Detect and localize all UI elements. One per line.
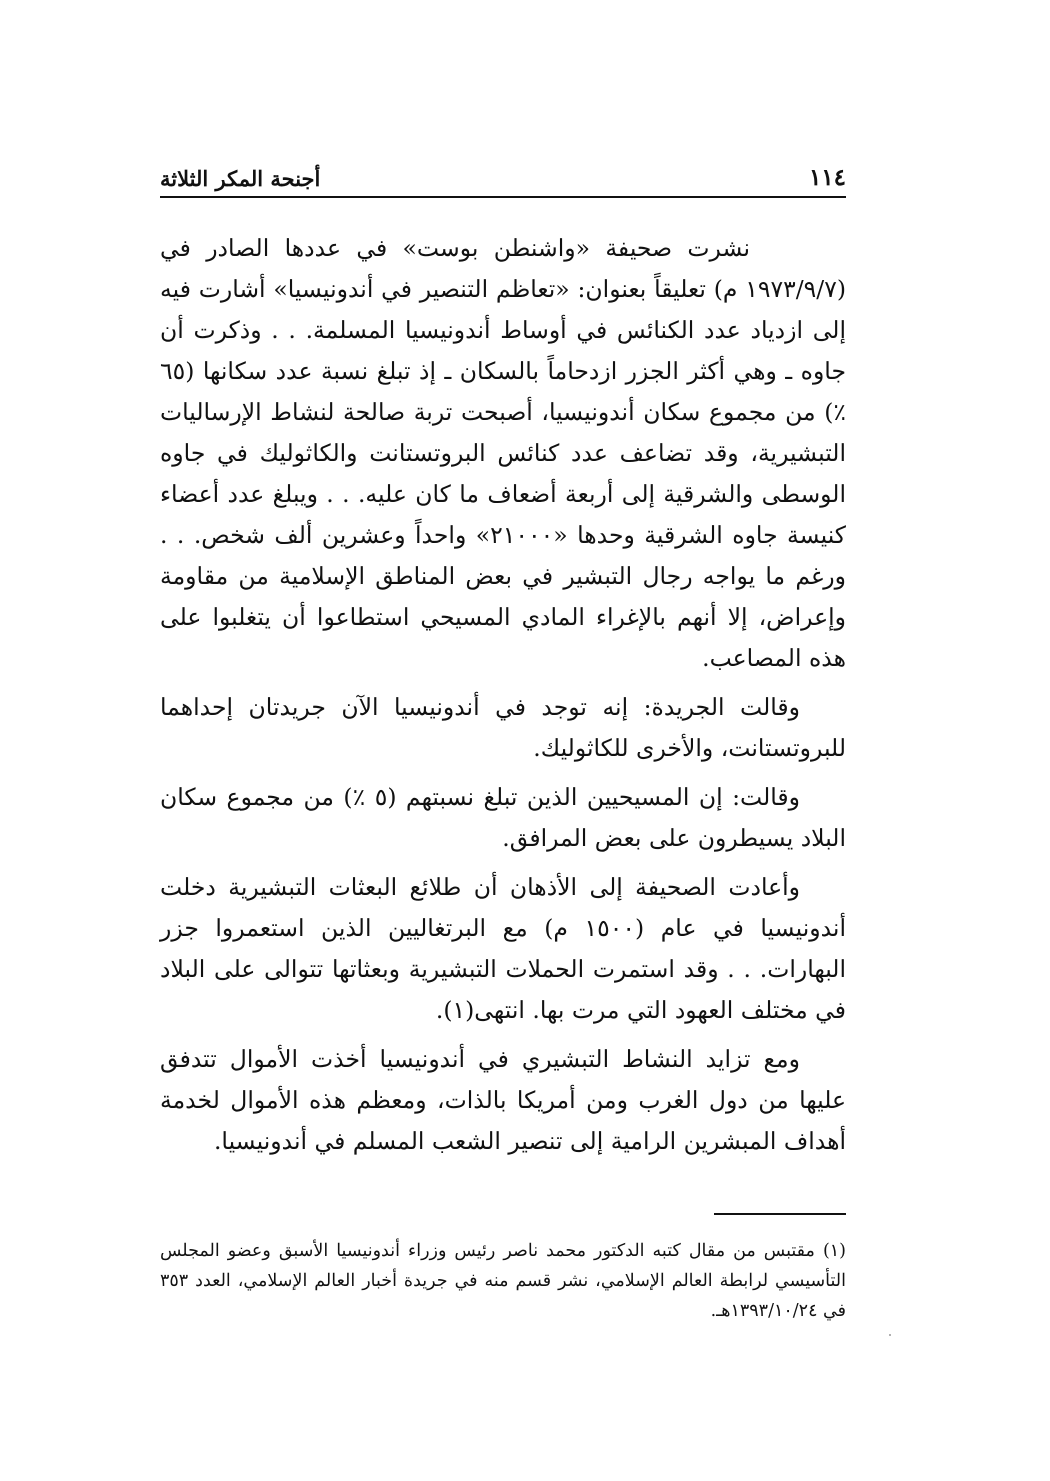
footnote <box>160 1236 846 1326</box>
header-divider <box>160 196 846 198</box>
paragraph: ومع تزايد النشاط التبشيري في أندونيسيا أخذت الأموال تتدفق عليها من دول الغرب ومن أمريكا بالذات، ومعظم هذه الأموال لخدمة أهداف المبشرين الرامية إلى تنصير الشعب المسلم في أندونيسيا. <box>160 1045 846 1155</box>
paragraph: وأعادت الصحيفة إلى الأذهان أن طلائع البعثات التبشيرية دخلت أندونيسيا في عام (١٥٠٠ م) مع البرتغاليين الذين استعمروا جزر البهارات. . . وقد استمرت الحملات التبشيرية وبعثاتها تتوالى على البلاد في مختلف العهود التي مرت بها. انتهى(١). <box>160 873 846 1024</box>
paragraph: نشرت صحيفة «واشنطن بوست» في عددها الصادر في (١٩٧٣/٩/٧ م) تعليقاً بعنوان: «تعاظم التنصير في أندونيسيا» أشارت فيه إلى ازدياد عدد الكنائس في أوساط أندونيسيا المسلمة. . . وذكرت أن جاوه ـ وهي أكثر الجزر ازدحاماً بالسكان ـ إذ تبلغ نسبة عدد سكانها (٦٥ ٪) من مجموع سكان أندونيسيا، أصبحت تربة صالحة لنشاط الإرساليات التبشيرية، وقد تضاعف عدد كنائس البروتستانت والكاثوليك في جاوه الوسطى والشرقية إلى أربعة أضعاف ما كان عليه. . . ويبلغ عدد أعضاء كنيسة جاوه الشرقية وحدها «٢١٠٠٠» واحداً وعشرين ألف شخص. . . ورغم ما يواجه رجال التبشير في بعض المناطق الإسلامية من مقاومة وإعراض، إلا أنهم بالإغراء المادي المسيحي استطاعوا أن يتغلبوا على هذه المصاعب. <box>160 234 846 672</box>
scan-speck <box>889 1334 891 1336</box>
paragraph: وقالت الجريدة: إنه توجد في أندونيسيا الآن جريدتان إحداهما للبروتستانت، والأخرى للكاثوليك. <box>160 693 846 762</box>
main-text <box>160 228 846 1170</box>
running-title: أجنحة المكر الثلاثة <box>160 166 321 191</box>
page-header <box>160 162 846 196</box>
paragraph: وقالت: إن المسيحيين الذين تبلغ نسبتهم (٥ ٪) من مجموع سكان البلاد يسيطرون على بعض المرافق. <box>160 783 846 852</box>
footnote-marker: (١) <box>822 1241 846 1261</box>
footnote-text: مقتبس من مقال كتبه الدكتور محمد ناصر رئيس وزراء أندونيسيا الأسبق وعضو المجلس التأسيسي لرابطة العالم الإسلامي، نشر قسم منه في جريدة أخبار العالم الإسلامي، العدد ٣٥٣ في ١٣٩٣/١٠/٢٤هـ. <box>160 1241 846 1321</box>
page-number: ١١٤ <box>808 164 846 191</box>
footnote-divider <box>714 1213 846 1215</box>
